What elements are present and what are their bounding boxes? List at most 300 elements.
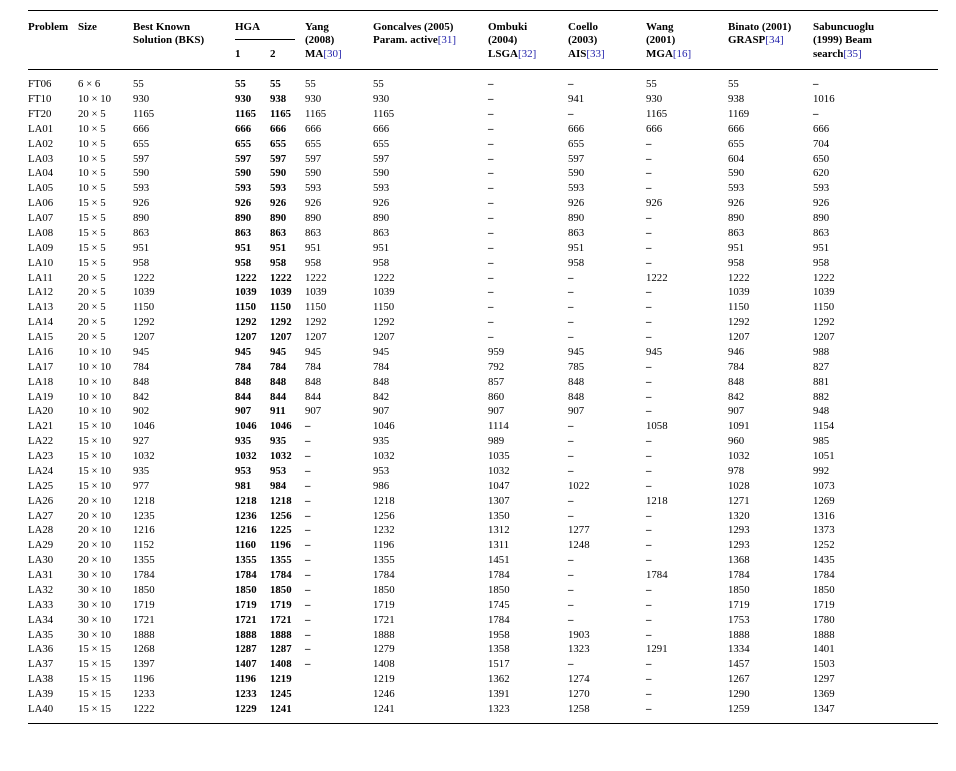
value-cell: 1888 [270, 628, 292, 641]
value-cell: 1160 [235, 539, 256, 552]
value-cell: – [488, 78, 494, 91]
value-cell: 958 [270, 256, 287, 269]
value-cell: 890 [728, 212, 745, 225]
value-cell: – [646, 241, 652, 254]
value-cell: 863 [728, 226, 745, 239]
value-cell: 848 [305, 375, 322, 388]
value-cell: 1850 [133, 583, 155, 596]
value-cell: 890 [305, 212, 322, 225]
size-cell: 15 × 10 [78, 464, 112, 477]
value-cell: – [568, 554, 574, 567]
column-header-line: (1999) Beam [813, 34, 872, 47]
value-cell: 1207 [270, 331, 292, 344]
value-cell: – [488, 152, 494, 165]
value-cell: – [646, 182, 652, 195]
size-cell: 30 × 10 [78, 583, 112, 596]
value-cell: 953 [235, 464, 252, 477]
problem-cell: LA13 [28, 301, 54, 314]
value-cell: 1165 [270, 107, 291, 120]
value-cell: 1391 [488, 688, 510, 701]
problem-cell: LA40 [28, 702, 54, 715]
value-cell: 890 [568, 212, 585, 225]
value-cell: 863 [568, 226, 585, 239]
problem-cell: LA23 [28, 450, 54, 463]
column-header-line: Binato (2001) [728, 21, 792, 33]
value-cell: 958 [568, 256, 585, 269]
value-cell: 1784 [728, 569, 750, 582]
value-cell: 1222 [728, 271, 750, 284]
value-cell: 1150 [270, 301, 291, 314]
value-cell: – [568, 494, 574, 507]
value-cell: 1058 [646, 420, 668, 433]
value-cell: 1517 [488, 658, 510, 671]
value-cell: – [646, 479, 652, 492]
value-cell: 1780 [813, 613, 835, 626]
value-cell: 848 [568, 390, 585, 403]
value-cell: 1219 [270, 673, 292, 686]
value-cell: 951 [728, 241, 745, 254]
value-cell: 863 [235, 226, 252, 239]
value-cell: 593 [813, 182, 830, 195]
value-cell: 784 [305, 360, 322, 373]
value-cell: 597 [133, 152, 150, 165]
size-cell: 10 × 5 [78, 182, 106, 195]
problem-cell: LA15 [28, 331, 54, 344]
value-cell: 1719 [133, 598, 155, 611]
value-cell: 704 [813, 137, 830, 150]
table-row [28, 315, 938, 330]
value-cell: 848 [133, 375, 150, 388]
column-header-line: (2008) [305, 34, 335, 47]
problem-cell: LA12 [28, 286, 54, 299]
value-cell: 792 [488, 360, 505, 373]
value-cell: – [646, 152, 652, 165]
value-cell: – [568, 583, 574, 596]
value-cell: 1368 [728, 554, 750, 567]
value-cell: 1207 [235, 331, 257, 344]
value-cell: – [646, 301, 652, 314]
size-cell: 15 × 10 [78, 450, 112, 463]
value-cell: 785 [568, 360, 585, 373]
value-cell: 1292 [235, 316, 257, 329]
value-cell: – [305, 643, 311, 656]
value-cell: 1236 [235, 509, 257, 522]
problem-cell: LA11 [28, 271, 53, 284]
value-cell: 655 [133, 137, 150, 150]
value-cell: – [568, 331, 574, 344]
size-cell: 20 × 5 [78, 301, 106, 314]
value-cell: 863 [133, 226, 150, 239]
value-cell: – [488, 182, 494, 195]
value-cell: – [646, 405, 652, 418]
value-cell: – [305, 569, 311, 582]
value-cell: 593 [235, 182, 252, 195]
value-cell: 55 [270, 78, 281, 91]
value-cell: 604 [728, 152, 745, 165]
size-cell: 15 × 5 [78, 212, 106, 225]
value-cell: 1165 [133, 107, 155, 120]
value-cell: 1046 [373, 420, 395, 433]
size-cell: 6 × 6 [78, 78, 101, 91]
value-cell: 1222 [270, 271, 292, 284]
value-cell: 1028 [728, 479, 750, 492]
problem-cell: LA04 [28, 167, 54, 180]
value-cell: – [305, 420, 311, 433]
value-cell: 1207 [305, 331, 327, 344]
problem-cell: LA37 [28, 658, 54, 671]
size-cell: 20 × 10 [78, 509, 112, 522]
value-cell: 935 [270, 435, 287, 448]
citation-ref[interactable]: [33] [586, 47, 605, 60]
value-cell: 1114 [488, 420, 509, 433]
size-cell: 10 × 10 [78, 390, 112, 403]
problem-cell: LA14 [28, 316, 54, 329]
column-header-line: (2004) [488, 34, 518, 47]
value-cell: 784 [728, 360, 745, 373]
value-cell: 1784 [813, 569, 835, 582]
value-cell: 1362 [488, 673, 510, 686]
value-cell: 590 [235, 167, 252, 180]
table-row [28, 107, 938, 122]
column-header-line: Wang [646, 21, 674, 33]
value-cell: – [568, 450, 574, 463]
value-cell: 1888 [235, 628, 257, 641]
value-cell: 984 [270, 479, 287, 492]
value-cell: 951 [813, 241, 830, 254]
value-cell: 1408 [270, 658, 292, 671]
value-cell: 958 [235, 256, 252, 269]
value-cell: 988 [813, 345, 830, 358]
value-cell: – [568, 569, 574, 582]
value-cell: – [305, 509, 311, 522]
column-header-goncalves [373, 11, 488, 70]
value-cell: 941 [568, 93, 585, 106]
value-cell: 1719 [373, 598, 395, 611]
size-cell: 30 × 10 [78, 613, 112, 626]
value-cell: 593 [373, 182, 390, 195]
benchmark-table-container [28, 10, 940, 724]
value-cell: 1150 [133, 301, 155, 314]
problem-cell: LA35 [28, 628, 54, 641]
value-cell: – [646, 554, 652, 567]
column-header-line: Param. active[31] [373, 34, 457, 47]
value-cell: – [305, 539, 311, 552]
value-cell: 890 [270, 212, 287, 225]
value-cell: 1268 [133, 643, 155, 656]
value-cell: 1232 [373, 524, 395, 537]
value-cell: 1888 [373, 628, 395, 641]
value-cell: 1287 [270, 643, 292, 656]
value-cell: 958 [133, 256, 150, 269]
table-row [28, 687, 938, 702]
value-cell: – [488, 241, 494, 254]
value-cell: 1784 [646, 569, 668, 582]
problem-cell: LA05 [28, 182, 54, 195]
value-cell: 1032 [488, 464, 510, 477]
size-cell: 15 × 5 [78, 241, 106, 254]
value-cell: 1291 [646, 643, 668, 656]
citation-ref[interactable]: [31] [437, 34, 457, 47]
value-cell: 1292 [813, 316, 835, 329]
value-cell: 784 [133, 360, 150, 373]
value-cell: – [488, 107, 494, 120]
value-cell: 1039 [373, 286, 395, 299]
problem-cell: LA08 [28, 226, 54, 239]
problem-cell: LA32 [28, 583, 54, 596]
problem-cell: LA24 [28, 464, 54, 477]
value-cell: 1169 [728, 107, 750, 120]
value-cell: – [488, 93, 494, 106]
value-cell: 1039 [728, 286, 750, 299]
value-cell: 1753 [728, 613, 750, 626]
value-cell: – [646, 331, 652, 344]
table-row [28, 509, 938, 524]
value-cell: 650 [813, 152, 830, 165]
value-cell: 857 [488, 375, 505, 388]
value-cell [305, 672, 373, 687]
value-cell: 1039 [813, 286, 835, 299]
table-row [28, 122, 938, 137]
header-row-main [28, 11, 938, 40]
column-header-line: Yang [305, 21, 329, 33]
value-cell: 593 [568, 182, 585, 195]
value-cell: 655 [728, 137, 745, 150]
citation-ref[interactable]: [32] [517, 47, 537, 60]
value-cell: – [646, 598, 652, 611]
size-cell: 20 × 10 [78, 554, 112, 567]
value-cell: 1888 [133, 628, 155, 641]
value-cell: – [568, 316, 574, 329]
value-cell: 1271 [728, 494, 750, 507]
value-cell: 1334 [728, 643, 750, 656]
problem-cell: LA07 [28, 212, 54, 225]
problem-cell: LA22 [28, 435, 54, 448]
size-cell: 15 × 15 [78, 702, 112, 715]
value-cell: 1039 [235, 286, 257, 299]
value-cell: – [568, 658, 574, 671]
citation-ref[interactable]: [35] [843, 47, 862, 60]
value-cell: 590 [133, 167, 150, 180]
problem-cell: LA10 [28, 256, 54, 269]
value-cell: 55 [235, 78, 246, 91]
value-cell: – [568, 613, 574, 626]
value-cell: 926 [270, 197, 287, 210]
problem-cell: LA36 [28, 643, 54, 656]
value-cell: 1035 [488, 450, 510, 463]
value-cell: 655 [305, 137, 322, 150]
table-row [28, 553, 938, 568]
value-cell: 1888 [813, 628, 835, 641]
value-cell: 655 [373, 137, 390, 150]
table-row [28, 70, 938, 92]
column-header-line: Solution (BKS) [133, 34, 205, 47]
size-cell: 20 × 5 [78, 316, 106, 329]
value-cell: 1784 [488, 613, 510, 626]
value-cell: 1218 [270, 494, 292, 507]
value-cell: 1316 [813, 509, 835, 522]
size-cell: 15 × 10 [78, 420, 112, 433]
value-cell: 848 [235, 375, 252, 388]
value-cell: 1277 [568, 524, 590, 537]
value-cell: 938 [728, 93, 745, 106]
size-cell: 15 × 15 [78, 688, 112, 701]
value-cell: 863 [373, 226, 390, 239]
value-cell: 666 [133, 122, 150, 135]
problem-cell: LA20 [28, 405, 54, 418]
value-cell: 666 [235, 122, 252, 135]
value-cell: 1292 [133, 316, 155, 329]
value-cell: 1407 [235, 658, 257, 671]
value-cell: 1784 [488, 569, 510, 582]
value-cell: 1150 [235, 301, 256, 314]
value-cell: 1287 [235, 643, 257, 656]
value-cell: 593 [728, 182, 745, 195]
value-cell: 1323 [568, 643, 590, 656]
value-cell: 666 [728, 122, 745, 135]
value-cell: – [646, 509, 652, 522]
value-cell: 1408 [373, 658, 395, 671]
table-row [28, 404, 938, 419]
value-cell: 1207 [813, 331, 835, 344]
value-cell: 1290 [728, 688, 750, 701]
value-cell: – [488, 301, 494, 314]
value-cell: 863 [305, 226, 322, 239]
size-cell: 10 × 5 [78, 137, 106, 150]
value-cell: 1850 [728, 583, 750, 596]
value-cell: – [646, 658, 652, 671]
value-cell: – [305, 628, 311, 641]
problem-cell: LA01 [28, 122, 54, 135]
value-cell: 842 [373, 390, 390, 403]
value-cell: 1274 [568, 673, 590, 686]
value-cell: – [488, 212, 494, 225]
value-cell: 655 [270, 137, 287, 150]
value-cell: 1022 [568, 479, 590, 492]
problem-cell: LA28 [28, 524, 54, 537]
table-row [28, 196, 938, 211]
value-cell: 827 [813, 360, 830, 373]
value-cell: – [488, 167, 494, 180]
value-cell: 1032 [728, 450, 750, 463]
value-cell [305, 702, 373, 723]
value-cell: 926 [373, 197, 390, 210]
value-cell: 1259 [728, 702, 750, 715]
value-cell: 1721 [235, 613, 257, 626]
value-cell: 989 [488, 435, 505, 448]
problem-cell: LA38 [28, 673, 54, 686]
value-cell: 620 [813, 167, 830, 180]
value-cell: – [488, 197, 494, 210]
value-cell: 1039 [305, 286, 327, 299]
problem-cell: LA30 [28, 554, 54, 567]
value-cell: 1293 [728, 524, 750, 537]
value-cell: 953 [373, 464, 390, 477]
citation-ref[interactable]: [16] [672, 47, 692, 60]
table-row [28, 613, 938, 628]
table-row [28, 464, 938, 479]
column-header-line: (2001) [646, 34, 676, 47]
value-cell: 1355 [270, 554, 292, 567]
citation-ref[interactable]: [34] [765, 34, 784, 47]
value-cell: 593 [270, 182, 287, 195]
value-cell: 1032 [270, 450, 292, 463]
value-cell: – [488, 256, 494, 269]
value-cell: – [568, 301, 574, 314]
value-cell: 951 [270, 241, 287, 254]
value-cell: 1311 [488, 539, 510, 552]
value-cell: – [646, 702, 652, 715]
value-cell: 926 [305, 197, 322, 210]
value-cell: 945 [373, 345, 390, 358]
column-header-problem [28, 11, 78, 70]
value-cell: 597 [568, 152, 585, 165]
value-cell: – [488, 271, 494, 284]
table-row [28, 434, 938, 449]
value-cell: 1292 [305, 316, 327, 329]
value-cell: 590 [373, 167, 390, 180]
value-cell: 930 [133, 93, 150, 106]
value-cell: 1219 [373, 673, 395, 686]
table-row [28, 568, 938, 583]
hga-group-rule [235, 39, 295, 40]
problem-cell: LA09 [28, 241, 54, 254]
value-cell: 958 [305, 256, 322, 269]
table-row [28, 479, 938, 494]
value-cell: 881 [813, 375, 830, 388]
value-cell: – [305, 598, 311, 611]
value-cell: 1355 [133, 554, 155, 567]
column-subheader-hga-1: 1 [235, 40, 270, 70]
value-cell: – [646, 613, 652, 626]
value-cell: 948 [813, 405, 830, 418]
value-cell: – [646, 167, 652, 180]
size-cell: 10 × 5 [78, 122, 106, 135]
column-header-ombuki [488, 11, 568, 70]
value-cell: – [646, 539, 652, 552]
value-cell: – [305, 479, 311, 492]
value-cell: 981 [235, 479, 252, 492]
value-cell: – [568, 78, 574, 91]
value-cell: 1046 [133, 420, 155, 433]
value-cell: 1222 [373, 271, 395, 284]
value-cell: – [568, 271, 574, 284]
table-row [28, 598, 938, 613]
value-cell: 1245 [270, 688, 292, 701]
problem-cell: LA31 [28, 569, 54, 582]
value-cell: 1312 [488, 524, 510, 537]
table-row [28, 166, 938, 181]
column-header-line: Best Known [133, 21, 191, 33]
value-cell: 1850 [488, 583, 510, 596]
value-cell: 1270 [568, 688, 590, 701]
value-cell: – [568, 107, 574, 120]
table-row [28, 642, 938, 657]
value-cell: – [305, 613, 311, 626]
value-cell: 907 [728, 405, 745, 418]
citation-ref[interactable]: [30] [323, 47, 342, 60]
value-cell: 848 [728, 375, 745, 388]
value-cell: 842 [133, 390, 150, 403]
table-row [28, 285, 938, 300]
value-cell: 1307 [488, 494, 510, 507]
value-cell: 926 [133, 197, 150, 210]
column-header-line: Goncalves (2005) [373, 21, 454, 33]
value-cell: 951 [373, 241, 390, 254]
column-header-line: LSGA[32] [488, 47, 537, 60]
size-cell: 30 × 10 [78, 628, 112, 641]
value-cell: 1152 [133, 539, 155, 552]
value-cell: 848 [270, 375, 287, 388]
